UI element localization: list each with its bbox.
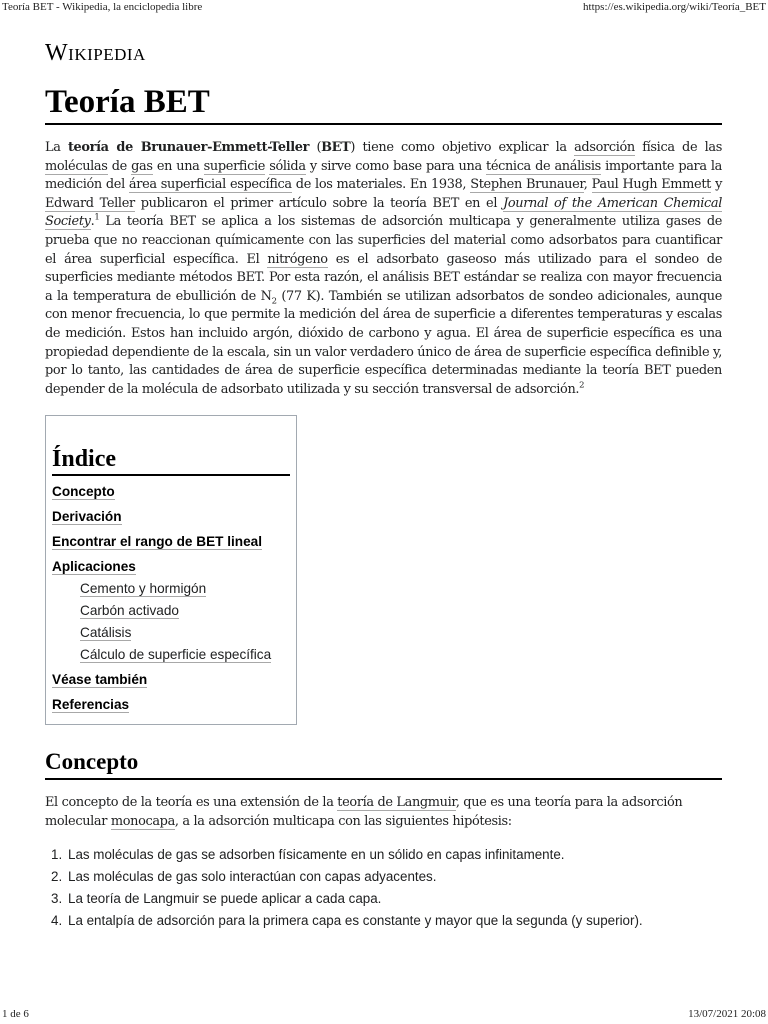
page-title: Teoría BET [45, 82, 722, 125]
link-tecnica-analisis[interactable]: técnica de análisis [485, 158, 601, 174]
toc-item-cemento[interactable]: Cemento y hormigón [80, 581, 207, 597]
wikipedia-logo[interactable]: Wikipedia [45, 40, 146, 66]
toc-item-derivacion[interactable]: Derivación [52, 509, 122, 525]
table-of-contents [45, 415, 297, 725]
reference-1[interactable]: 1 [94, 213, 100, 224]
print-header-title: Teoría BET - Wikipedia, la enciclopedia libre [2, 1, 203, 13]
link-nitrogeno[interactable]: nitrógeno [267, 251, 328, 267]
reference-2[interactable]: 2 [579, 380, 585, 391]
link-edward-teller[interactable]: Edward Teller [45, 195, 135, 211]
print-header [0, 0, 768, 16]
page-number: 1 de 6 [2, 1008, 29, 1020]
toc-item-catalisis[interactable]: Catálisis [80, 625, 132, 641]
toc-item-calculo[interactable]: Cálculo de superficie específica [80, 647, 272, 663]
toc-item-vease-tambien[interactable]: Véase también [52, 672, 148, 688]
print-datetime: 13/07/2021 20:08 [688, 1008, 766, 1020]
link-teoria-langmuir[interactable]: teoría de Langmuir [337, 795, 456, 811]
toc-item-referencias[interactable]: Referencias [52, 697, 130, 713]
link-solida[interactable]: sólida [269, 158, 306, 174]
section-heading-concepto: Concepto [45, 747, 722, 780]
print-header-url: https://es.wikipedia.org/wiki/Teoría_BET [583, 1, 766, 13]
list-item: 3. La teoría de Langmuir se puede aplicar a cada capa. [51, 890, 382, 906]
concepto-paragraph: El concepto de la teoría es una extensión de la teoría de Langmuir, que es una teoría para la adsorción molecular monocapa, a la adsorción multicapa con las siguientes hipótesis: [45, 795, 683, 829]
link-monocapa[interactable]: monocapa [110, 813, 175, 829]
list-item: 1. Las moléculas de gas se adsorben físicamente en un sólido en capas infinitamente. [51, 846, 565, 862]
link-area-superficial[interactable]: área superficial específica [128, 177, 292, 193]
list-item: 4. La entalpía de adsorción para la primera capa es constante y mayor que la segunda (y superior). [51, 912, 643, 928]
link-moleculas[interactable]: moléculas [45, 158, 108, 174]
intro-paragraph: La teoría de Brunauer-Emmett-Teller (BET) tiene como objetivo explicar la adsorción física de las moléculas de gas en una superficie sólida y sirve como base para una técnica de análisis importante para la medición del área superficial específica de los materiales. En 1938, Stephen Brunauer, Paul Hugh Emmett y Edward Teller publicaron el primer artículo sobre la teoría BET en el Journal of the American Chemical Society.$^1$ La teoría BET se aplica a los sistemas de adsorción multicapa y generalmente utiliza gases de prueba que no reaccionan químicamente con las superficies del material como adsorbatos para cuantificar el área superficial específica. El nitrógeno es el adsorbato gaseoso más utilizado para el sondeo de superficies mediante métodos BET. Por esta razón, el análisis BET estándar se realiza con mayor frecuencia a la temperatura de ebullición de $N_2$ (77 K). También se utilizan adsorbatos de sondeo adicionales, aunque con menor frecuencia, lo que permite la medición del área de superficie a diferentes temperaturas y escalas de medición. Estos han incluido argón, dióxido de carbono y agua. El área de superficie específica es una propiedad dependiente de la escala, sin un valor verdadero único de área de superficie específica definible y, por lo tanto, las cantidades de área de superficie específica determinadas mediante la teoría BET pueden depender de la molécula de adsorbato utilizada y su sección transversal de adsorción.$^2$ [45, 140, 723, 397]
link-paul-emmett[interactable]: Paul Hugh Emmett [591, 177, 711, 193]
toc-item-carbon[interactable]: Carbón activado [80, 603, 179, 619]
list-item: 2. Las moléculas de gas solo interactúan con capas adyacentes. [51, 868, 437, 884]
hypotheses-list [45, 844, 722, 932]
toc-list [52, 483, 290, 714]
link-superficie[interactable]: superficie [203, 158, 265, 174]
toc-item-concepto[interactable]: Concepto [52, 484, 115, 500]
link-journal[interactable]: Journal of the American Chemical Society [45, 195, 723, 230]
link-adsorcion[interactable]: adsorción [574, 140, 635, 155]
toc-item-aplicaciones[interactable]: Aplicaciones Cemento y hormigón Carbón activado Catálisis Cálculo de superficie específica [52, 558, 290, 664]
toc-item-rango-bet[interactable]: Encontrar el rango de BET lineal [52, 534, 262, 550]
link-stephen-brunauer[interactable]: Stephen Brunauer [470, 177, 584, 193]
toc-sublist-aplicaciones [52, 580, 290, 664]
print-footer [0, 1008, 768, 1024]
link-gas[interactable]: gas [131, 158, 153, 174]
toc-title: Índice [52, 444, 290, 476]
article-content [45, 38, 722, 932]
